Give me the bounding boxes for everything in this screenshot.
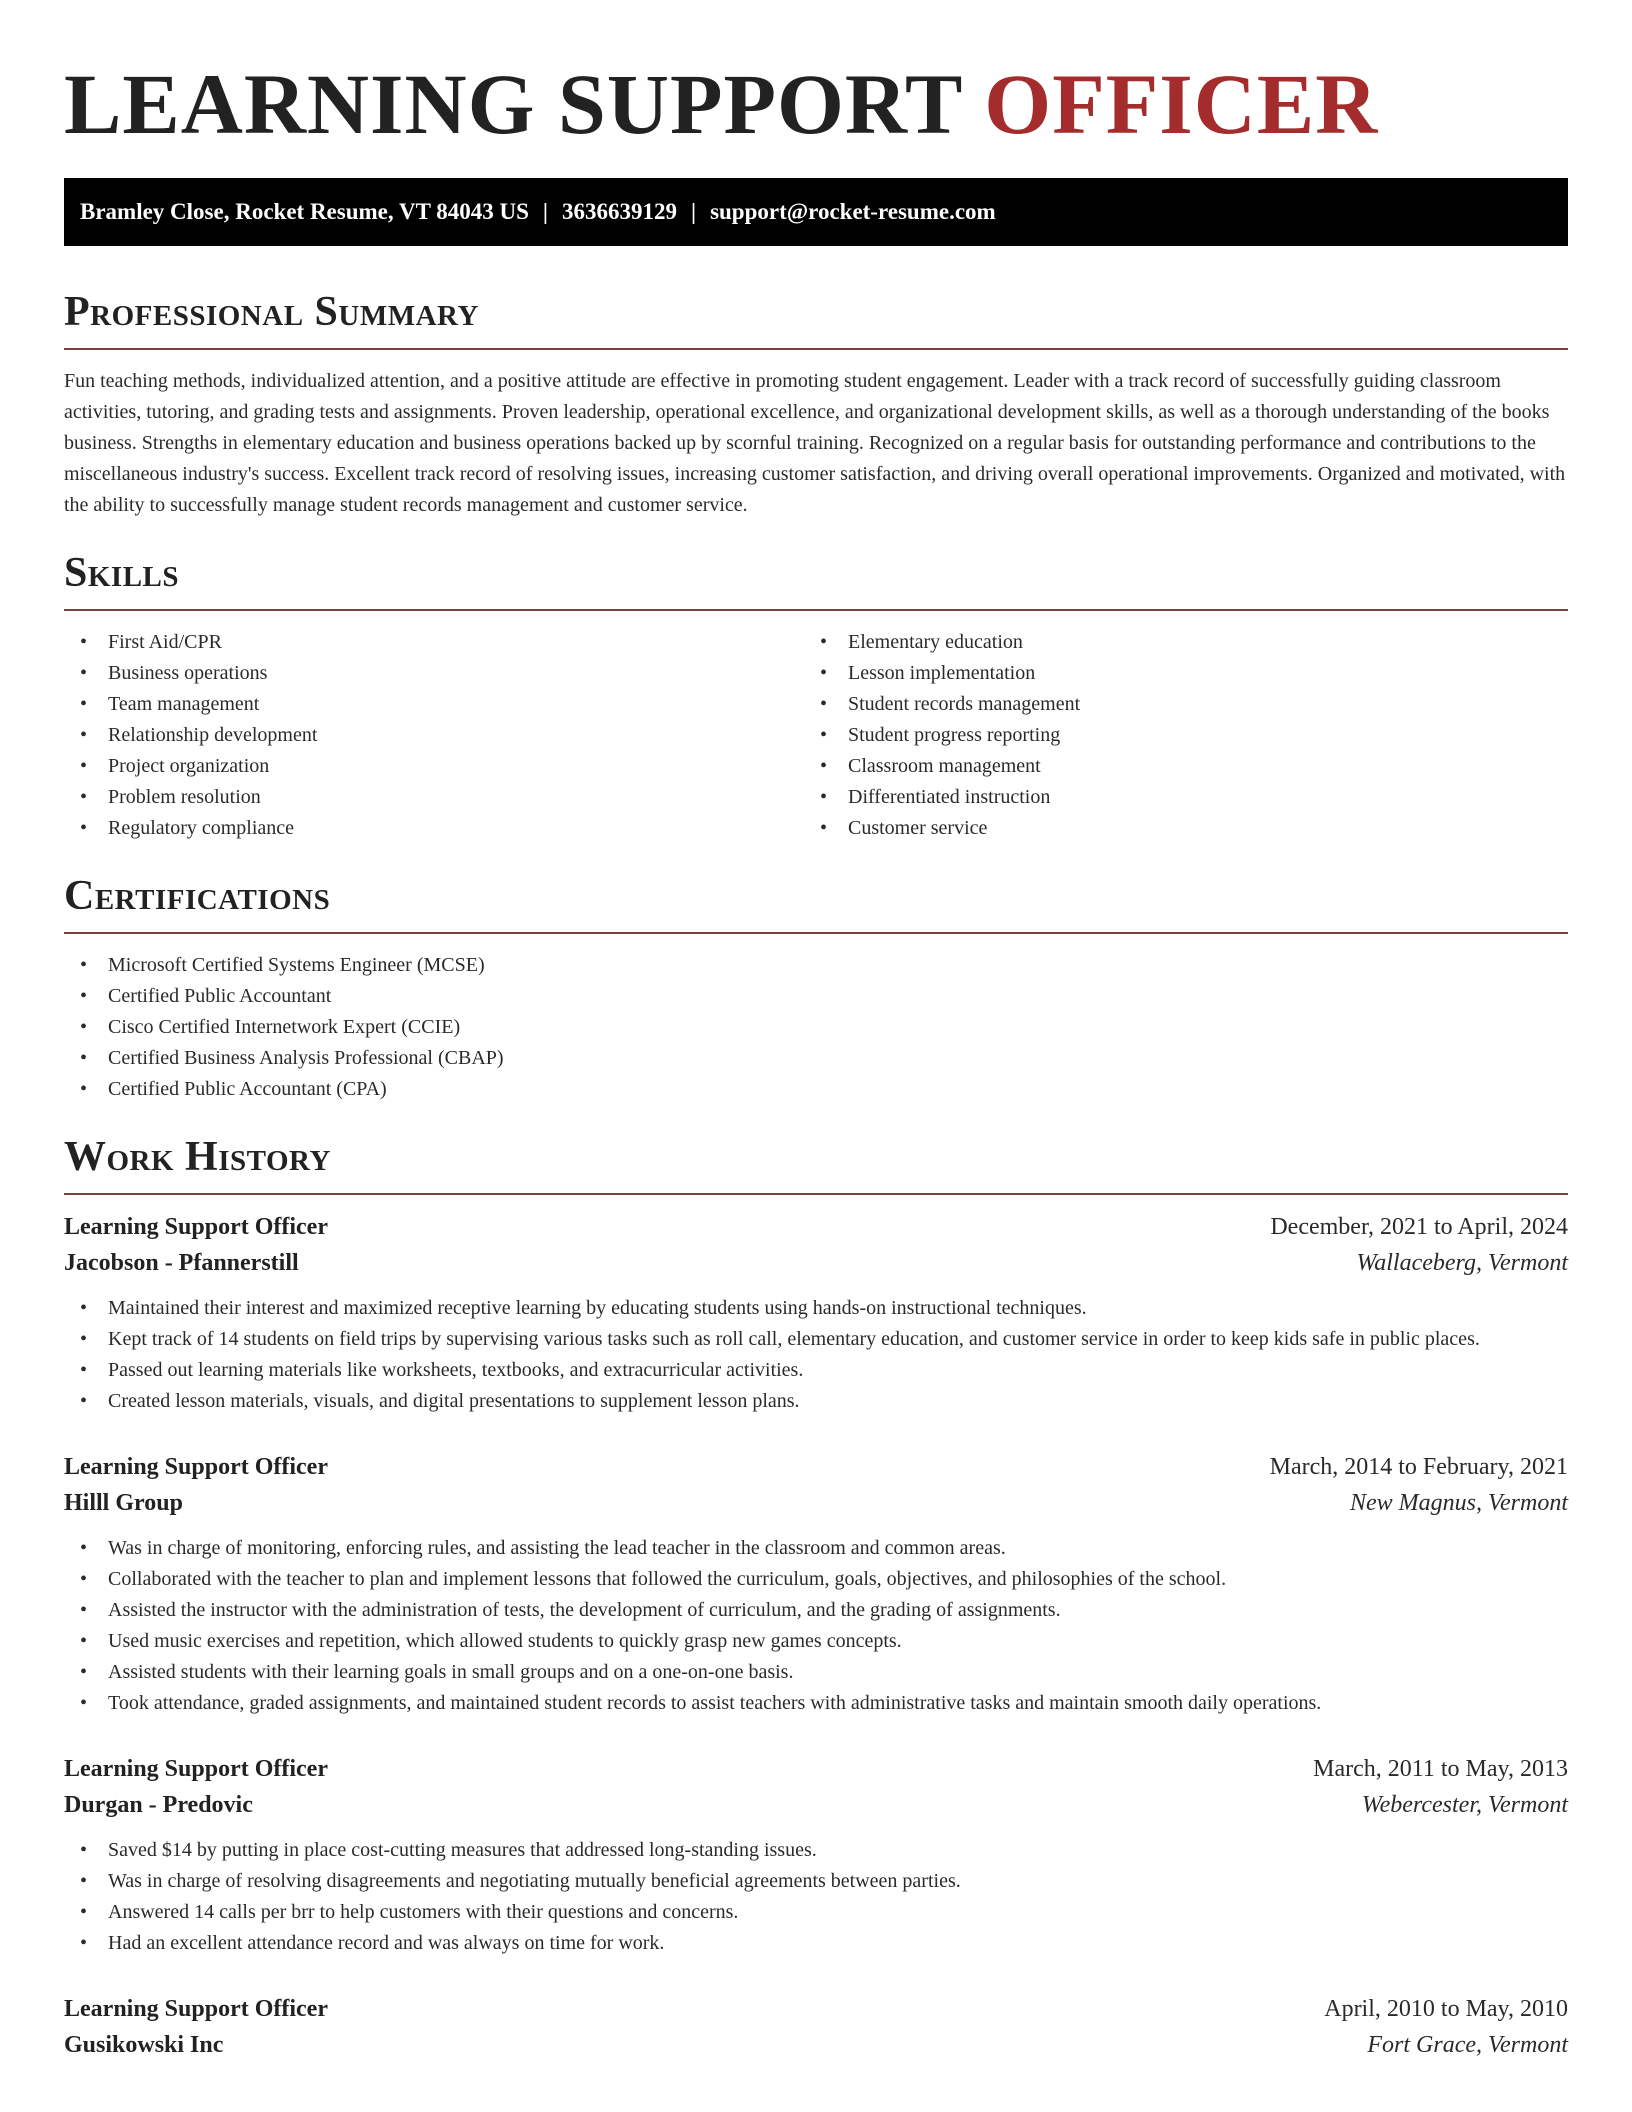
job-bullet: • Assisted students with their learning goals in small groups and on a one-on-one basis. [64, 1657, 1568, 1688]
job-bullet: • Created lesson materials, visuals, and digital presentations to supplement lesson plans. [64, 1386, 1568, 1417]
job-header-row [64, 1991, 1568, 2027]
certification-item: • Certified Public Accountant [64, 981, 1568, 1012]
job-bullet: • Kept track of 14 students on field trips by supervising various tasks such as roll call, elementary education, and customer service in order to keep kids safe in public places. [64, 1324, 1568, 1355]
skill-item: • Student records management [804, 689, 1544, 720]
skill-item: • First Aid/CPR [64, 627, 804, 658]
certification-item: • Certified Public Accountant (CPA) [64, 1074, 1568, 1105]
job-dates: December, 2021 to April, 2024 [1270, 1214, 1568, 1240]
job-entry [64, 1991, 1568, 2063]
summary-text: Fun teaching methods, individualized attention, and a positive attitude are effective in promoting student engagement. Leader with a track record of successfully guiding classroom activities, tutoring, and grading tests and assignments. Proven leadership, operational excellence, and organizational development skills, as well as a thorough understanding of the books business. Strengths in elementary education and business operations backed up by scornful training. Recognized on a regular basis for outstanding performance and contributions to the miscellaneous industry's success. Excellent track record of resolving issues, increasing customer satisfaction, and driving overall operational improvements. Organized and motivated, with the ability to successfully manage student records management and customer service. [64, 370, 1566, 516]
job-bullet: • Assisted the instructor with the administration of tests, the development of curriculum, and the grading of assignments. [64, 1595, 1568, 1626]
job-bullet: • Was in charge of monitoring, enforcing rules, and assisting the lead teacher in the classroom and common areas. [64, 1533, 1568, 1564]
skill-item: • Regulatory compliance [64, 813, 804, 844]
job-company: Hilll Group [64, 1490, 183, 1516]
skill-item: • Lesson implementation [804, 658, 1544, 689]
job-company: Durgan - Predovic [64, 1792, 253, 1818]
certifications-list [64, 950, 1568, 1105]
skills-grid [64, 627, 1568, 844]
skill-item: • Elementary education [804, 627, 1544, 658]
skill-item: • Customer service [804, 813, 1544, 844]
job-header-row [64, 1449, 1568, 1485]
job-dates: April, 2010 to May, 2010 [1324, 1996, 1568, 2022]
job-subheader-row [64, 1245, 1568, 1281]
job-subheader-row [64, 1787, 1568, 1823]
job-title: Learning Support Officer [64, 1996, 328, 2022]
job-title: Learning Support Officer [64, 1214, 328, 1240]
job-company: Jacobson - Pfannerstill [64, 1250, 299, 1276]
contact-email[interactable]: support@rocket-resume.com [710, 199, 996, 224]
skill-item: • Team management [64, 689, 804, 720]
skill-item: • Classroom management [804, 751, 1544, 782]
skill-item: • Business operations [64, 658, 804, 689]
contact-separator: | [542, 199, 548, 224]
certification-item: • Certified Business Analysis Professional (CBAP) [64, 1043, 1568, 1074]
certifications-heading: Certifications [64, 872, 1568, 934]
job-bullet: • Answered 14 calls per brr to help customers with their questions and concerns. [64, 1897, 1568, 1928]
contact-phone[interactable]: 3636639129 [561, 199, 677, 224]
job-location: Webercester, Vermont [1361, 1792, 1568, 1818]
job-bullet: • Collaborated with the teacher to plan and implement lessons that followed the curriculum, goals, objectives, and philosophies of the school. [64, 1564, 1568, 1595]
job-dates: March, 2014 to February, 2021 [1269, 1454, 1568, 1480]
skill-item: • Problem resolution [64, 782, 804, 813]
job-bullet: • Was in charge of resolving disagreements and negotiating mutually beneficial agreements between parties. [64, 1866, 1568, 1897]
work-history-heading: Work History [64, 1133, 1568, 1195]
summary-heading: Professional Summary [64, 288, 1568, 350]
job-header-row [64, 1751, 1568, 1787]
job-bullet: • Used music exercises and repetition, which allowed students to quickly grasp new games concepts. [64, 1626, 1568, 1657]
job-bullet: • Maintained their interest and maximized receptive learning by educating students using hands-on instructional techniques. [64, 1293, 1568, 1324]
job-entry [64, 1751, 1568, 1959]
title-main: LEARNING SUPPORT [64, 56, 962, 152]
job-location: New Magnus, Vermont [1350, 1490, 1568, 1516]
skill-item: • Student progress reporting [804, 720, 1544, 751]
job-bullet-list [64, 1835, 1568, 1959]
job-title: Learning Support Officer [64, 1756, 328, 1782]
job-bullet-list [64, 1293, 1568, 1417]
skill-item: • Relationship development [64, 720, 804, 751]
skills-heading: Skills [64, 549, 1568, 611]
certification-item: • Microsoft Certified Systems Engineer (MCSE) [64, 950, 1568, 981]
job-bullet: • Passed out learning materials like worksheets, textbooks, and extracurricular activities. [64, 1355, 1568, 1386]
job-bullet: • Saved $14 by putting in place cost-cutting measures that addressed long-standing issues. [64, 1835, 1568, 1866]
job-bullet: • Took attendance, graded assignments, and maintained student records to assist teachers with administrative tasks and maintain smooth daily operations. [64, 1688, 1568, 1719]
job-subheader-row [64, 2027, 1568, 2063]
resume-page [64, 0, 1568, 2063]
job-header-row [64, 1209, 1568, 1245]
job-subheader-row [64, 1485, 1568, 1521]
title-accent: OFFICER [984, 56, 1379, 152]
job-bullet-list [64, 1533, 1568, 1719]
job-location: Wallaceberg, Vermont [1356, 1250, 1568, 1276]
contact-separator: | [690, 199, 697, 224]
job-entry [64, 1209, 1568, 1417]
contact-address: Bramley Close, Rocket Resume, VT 84043 US [80, 199, 529, 224]
job-entry [64, 1449, 1568, 1719]
skill-item: • Differentiated instruction [804, 782, 1544, 813]
skill-item: • Project organization [64, 751, 804, 782]
skills-list-right [804, 627, 1544, 844]
resume-title [64, 56, 1568, 152]
job-bullet: • Had an excellent attendance record and was always on time for work. [64, 1928, 1568, 1959]
job-company: Gusikowski Inc [64, 2032, 224, 2058]
skills-list-left [64, 627, 804, 844]
certification-item: • Cisco Certified Internetwork Expert (CCIE) [64, 1012, 1568, 1043]
job-location: Fort Grace, Vermont [1367, 2032, 1568, 2058]
job-title: Learning Support Officer [64, 1454, 328, 1480]
job-dates: March, 2011 to May, 2013 [1313, 1756, 1568, 1782]
contact-bar [64, 178, 1568, 246]
